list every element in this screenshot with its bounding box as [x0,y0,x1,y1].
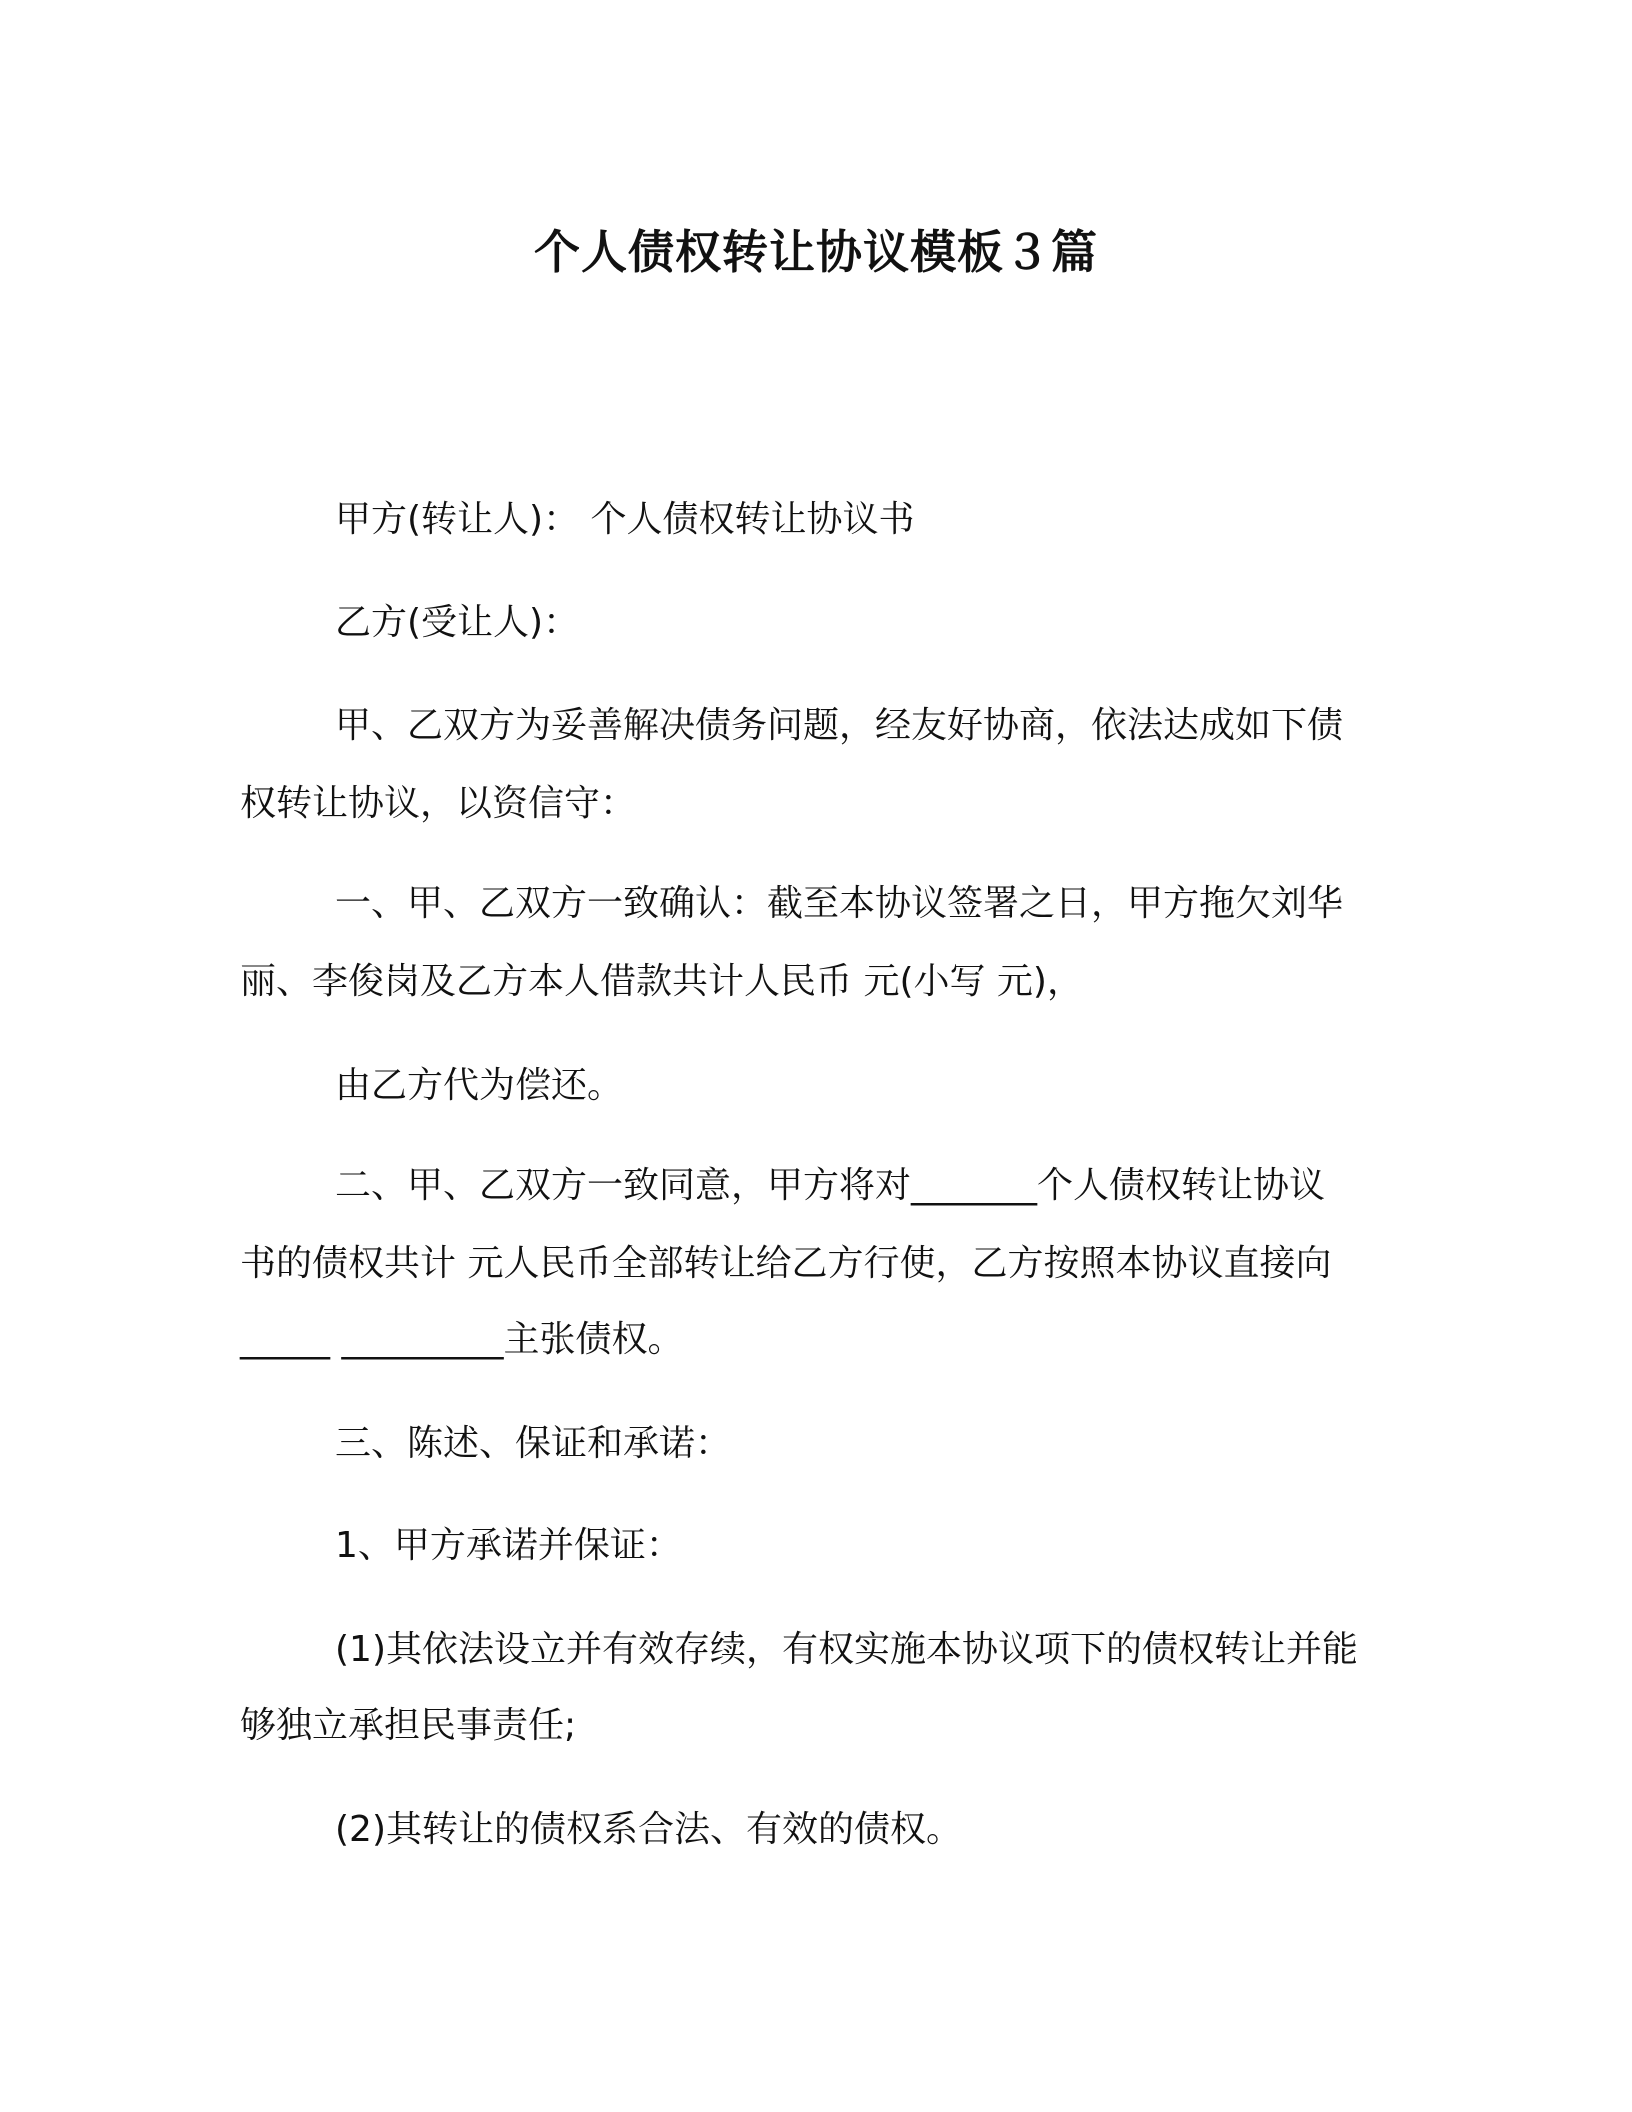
subsection-heading: 1、甲方承诺并保证： [335,1525,682,1566]
party-a-line: 甲方(转让人)： 个人债权转让协议书 [335,499,915,540]
paragraph-line: 由乙方代为偿还。 [335,1065,624,1106]
paragraph-line: (1)其依法设立并有效存续，有权实施本协议项下的债权转让并能 [335,1629,1358,1670]
section-heading: 三、陈述、保证和承诺： [335,1423,732,1464]
paragraph-line: 权转让协议，以资信守： [240,783,637,824]
paragraph-line: _____ _________主张债权。 [240,1319,684,1360]
paragraph-line: 二、甲、乙双方一致同意，甲方将对_______个人债权转让协议 [335,1165,1326,1206]
paragraph-line: 书的债权共计 元人民币全部转让给乙方行使，乙方按照本协议直接向 [240,1243,1332,1284]
paragraph-line: 一、甲、乙双方一致确认：截至本协议签署之日，甲方拖欠刘华 [335,883,1344,924]
document-title: 个人债权转让协议模板３篇 [534,225,1098,279]
paragraph-line: (2)其转让的债权系合法、有效的债权。 [335,1809,962,1850]
party-b-line: 乙方(受让人)： [335,602,580,643]
paragraph-line: 丽、李俊岗及乙方本人借款共计人民币 元(小写 元)， [240,961,1083,1002]
paragraph-line: 甲、乙双方为妥善解决债务问题，经友好协商，依法达成如下债 [335,705,1344,746]
paragraph-line: 够独立承担民事责任; [240,1705,577,1746]
